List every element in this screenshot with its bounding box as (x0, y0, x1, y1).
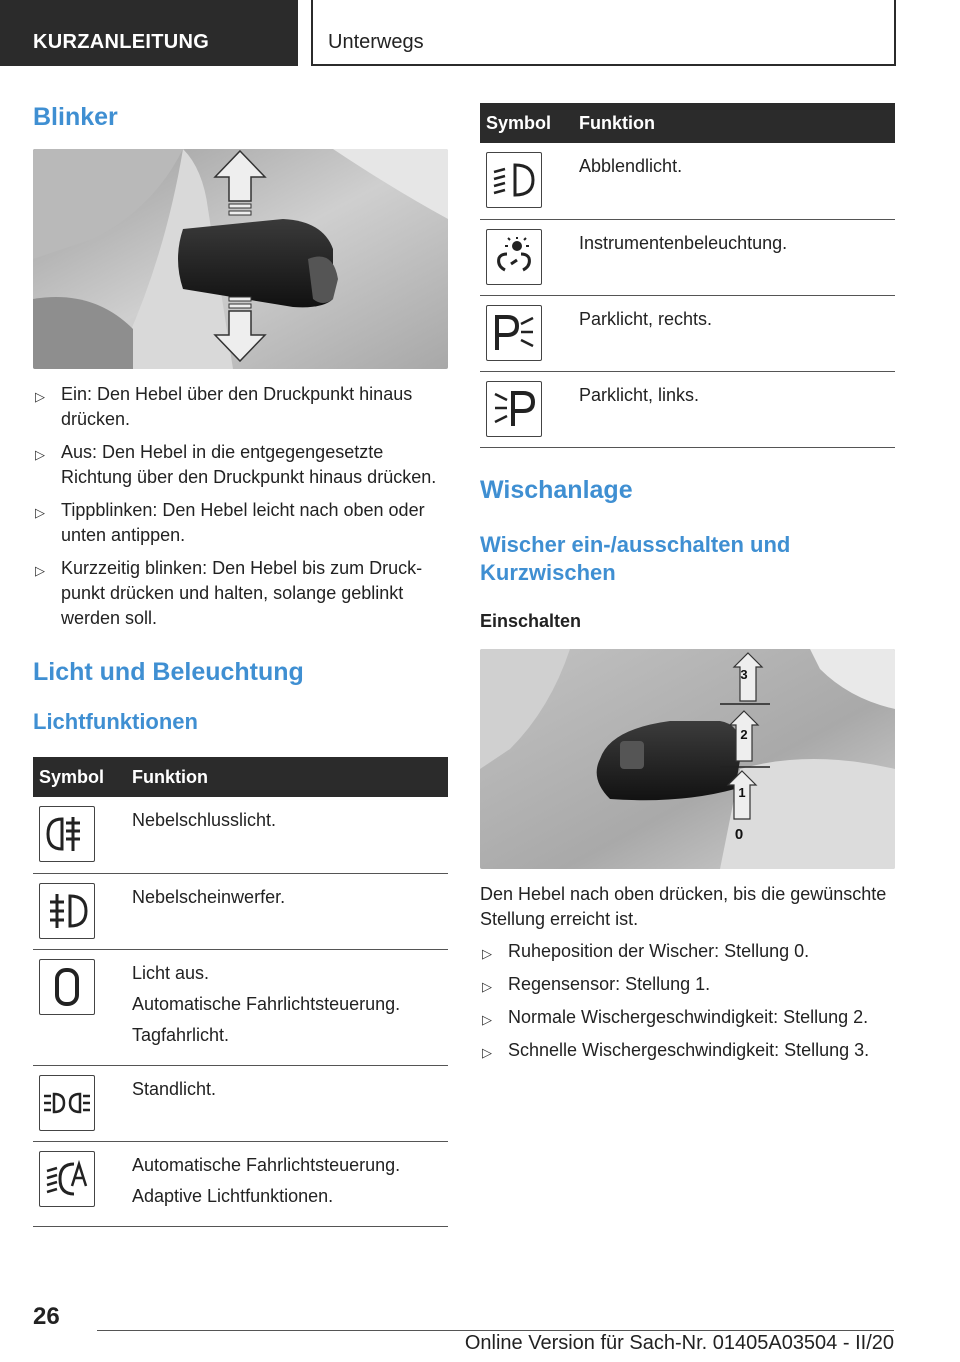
wiper-lever-illustration (480, 649, 895, 869)
list-item: ▷ Normale Wischergeschwindigkeit: Stellung 2. (480, 1005, 895, 1030)
parking-lights-icon (39, 1075, 95, 1131)
function-column-header: Funktion (573, 103, 895, 143)
light-symbol-table (33, 757, 448, 1227)
function-text: Automatische Fahrlichtsteuerung. (132, 1154, 401, 1175)
triangle-bullet-icon: ▷ (35, 447, 45, 462)
right-column (480, 103, 895, 1071)
blinker-lever-illustration (33, 149, 448, 369)
function-text: Automatische Fahrlichtsteuerung. (132, 993, 401, 1014)
footer-text: Online Version für Sach-Nr. 01405A03504 - II/20 (464, 1332, 894, 1354)
triangle-bullet-icon: ▷ (482, 978, 492, 994)
table-row (33, 1141, 448, 1226)
symbol-column-header: Symbol (480, 103, 573, 143)
light-heading: Licht und Beleuchtung (33, 658, 304, 686)
list-item: ▷ Aus: Den Hebel in die entgegengesetzte Richtung über den Druckpunkt hinaus drücken. (35, 442, 437, 487)
function-text: Parklicht, links. (579, 384, 700, 405)
page-header (0, 0, 960, 66)
function-text: Parklicht, rechts. (579, 308, 713, 329)
triangle-bullet-icon: ▷ (35, 563, 45, 578)
position-label-1: 1 (738, 784, 746, 800)
triangle-bullet-icon: ▷ (482, 945, 492, 961)
lights-off-zero-icon (39, 959, 95, 1015)
function-text: Adaptive Lichtfunktionen. (132, 1185, 334, 1206)
list-item: ▷ Schnelle Wischergeschwindigkeit: Stellung 3. (480, 1038, 895, 1063)
instrument-lighting-icon (486, 229, 542, 285)
table-row (33, 1065, 448, 1141)
table-row (33, 797, 448, 873)
triangle-bullet-icon: ▷ (482, 1011, 492, 1027)
wiper-list (480, 939, 895, 1063)
function-text: Standlicht. (132, 1078, 217, 1099)
front-fog-light-icon (39, 883, 95, 939)
position-label-3: 3 (740, 666, 748, 682)
blinker-lever-image (33, 149, 448, 369)
symbol-column-header: Symbol (33, 757, 126, 797)
table-row (480, 219, 895, 295)
triangle-bullet-icon: ▷ (482, 1044, 492, 1060)
section-tab: KURZANLEITUNG (0, 0, 298, 66)
function-text: Instrumentenbeleuchtung. (579, 232, 788, 253)
light-symbol-table-continued (480, 103, 895, 448)
table-row (480, 143, 895, 219)
light-functions-heading: Lichtfunktionen (33, 709, 198, 734)
table-row (33, 949, 448, 1065)
wiper-description: Den Hebel nach oben drücken, bis die gewünschte Stellung erreicht ist. (480, 883, 887, 929)
blinker-list (33, 382, 448, 631)
table-row (480, 295, 895, 371)
blinker-heading: Blinker (33, 103, 118, 131)
function-column-header: Funktion (126, 757, 448, 797)
low-beam-icon (486, 152, 542, 208)
parking-light-right-icon (486, 305, 542, 361)
function-text: Tagfahrlicht. (132, 1024, 230, 1045)
page-number: 26 (33, 1303, 60, 1330)
wiper-subheading: Wischer ein-/ausschalten und Kurzwischen (480, 531, 791, 585)
list-item: ▷ Ein: Den Hebel über den Druckpunkt hinaus drücken. (35, 384, 413, 429)
table-row (480, 371, 895, 447)
function-text: Nebelschlusslicht. (132, 810, 277, 830)
function-text: Nebelscheinwerfer. (132, 886, 286, 907)
function-text: Licht aus. (132, 962, 210, 983)
table-row (33, 873, 448, 949)
list-item: ▷ Regensensor: Stellung 1. (480, 972, 895, 997)
position-label-0: 0 (734, 825, 744, 843)
position-label-2: 2 (740, 726, 748, 742)
list-item: ▷ Tippblinken: Den Hebel leicht nach oben oder unten antippen. (35, 500, 425, 545)
footer-divider (97, 1330, 894, 1331)
left-column (33, 100, 448, 1227)
list-item: ▷ Ruheposition der Wischer: Stellung 0. (480, 939, 895, 964)
list-item: ▷ Kurzzeitig blinken: Den Hebel bis zum Druckpunkt drücken und halten, solange geblinkt werden soll. (35, 558, 423, 628)
wiper-heading: Wischanlage (480, 475, 633, 504)
function-text: Abblendlicht. (579, 156, 683, 176)
switch-on-heading: Einschalten (480, 610, 582, 631)
triangle-bullet-icon: ▷ (35, 389, 45, 404)
chapter-tab: Unterwegs (311, 0, 896, 66)
auto-headlight-icon (39, 1151, 95, 1207)
triangle-bullet-icon: ▷ (35, 505, 45, 520)
parking-light-left-icon (486, 381, 542, 437)
rear-fog-light-icon (39, 806, 95, 862)
wiper-lever-image (480, 649, 895, 869)
